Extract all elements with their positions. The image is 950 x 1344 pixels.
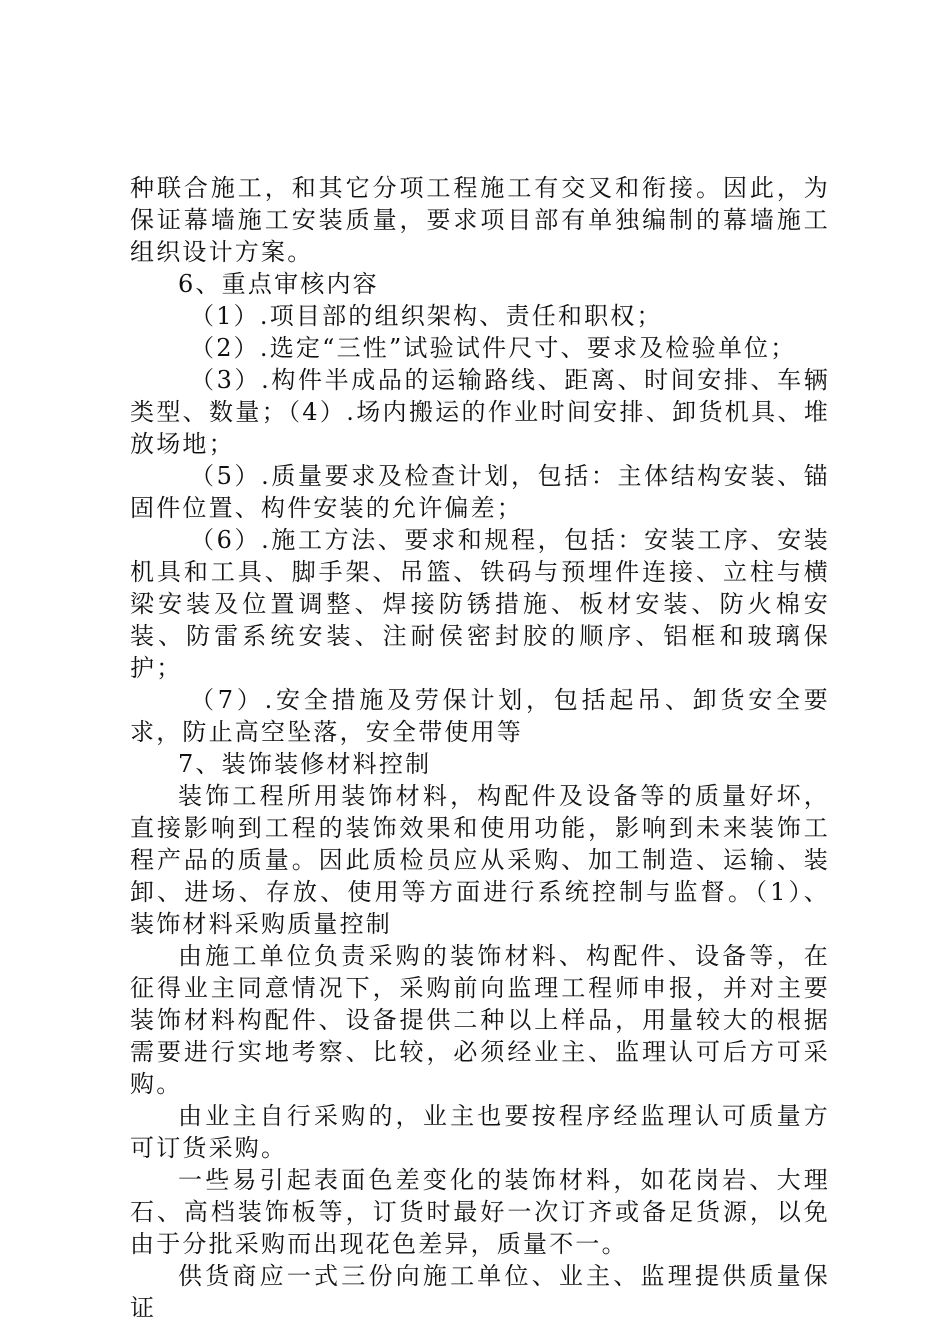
paragraph-owner-purchase: 由业主自行采购的，业主也要按程序经监理认可质量方可订货采购。 xyxy=(130,1102,830,1162)
paragraph-color-difference: 一些易引起表面色差变化的装饰材料，如花岗岩、大理石、高档装饰板等，订货时最好一次订齐或备足货源，以免由于分批采购而出现花色差异，质量不一。 xyxy=(130,1166,830,1258)
document-page xyxy=(130,172,830,1324)
list-item-6: （6）.施工方法、要求和规程，包括：安装工序、安装机具和工具、脚手架、吊篮、铁码与预埋件连接、立柱与横梁安装及位置调整、焊接防锈措施、板材安装、防火棉安装、防雷系统安装、注耐侯密封胶的顺序、铝框和玻璃保护； xyxy=(130,526,830,682)
paragraph-continuation: 种联合施工，和其它分项工程施工有交叉和衔接。因此，为保证幕墙施工安装质量，要求项目部有单独编制的幕墙施工组织设计方案。 xyxy=(130,174,830,266)
list-item-3-4: （3）.构件半成品的运输路线、距离、时间安排、车辆类型、数量；（4）.场内搬运的作业时间安排、卸货机具、堆放场地； xyxy=(130,366,830,458)
paragraph-supplier: 供货商应一式三份向施工单位、业主、监理提供质量保证 xyxy=(130,1262,830,1322)
list-item-5: （5）.质量要求及检查计划，包括：主体结构安装、锚固件位置、构件安装的允许偏差； xyxy=(130,462,830,522)
paragraph-materials-intro: 装饰工程所用装饰材料，构配件及设备等的质量好坏，直接影响到工程的装饰效果和使用功能，影响到未来装饰工程产品的质量。因此质检员应从采购、加工制造、运输、装卸、进场、存放、使用等方面进行系统控制与监督。（1）、装饰材料采购质量控制 xyxy=(130,782,830,938)
section-heading-6: 6、重点审核内容 xyxy=(178,270,379,298)
list-item-2: （2）.选定“三性”试验试件尺寸、要求及检验单位； xyxy=(190,334,797,362)
paragraph-contractor-purchase: 由施工单位负责采购的装饰材料、构配件、设备等，在征得业主同意情况下，采购前向监理工程师申报，并对主要装饰材料构配件、设备提供二种以上样品，用量较大的根据需要进行实地考察、比较，必须经业主、监理认可后方可采购。 xyxy=(130,942,830,1098)
section-heading-7: 7、装饰装修材料控制 xyxy=(178,750,432,778)
list-item-1: （1）.项目部的组织架构、责任和职权； xyxy=(190,302,663,330)
list-item-7: （7）.安全措施及劳保计划，包括起吊、卸货安全要求，防止高空坠落，安全带使用等 xyxy=(130,686,830,746)
